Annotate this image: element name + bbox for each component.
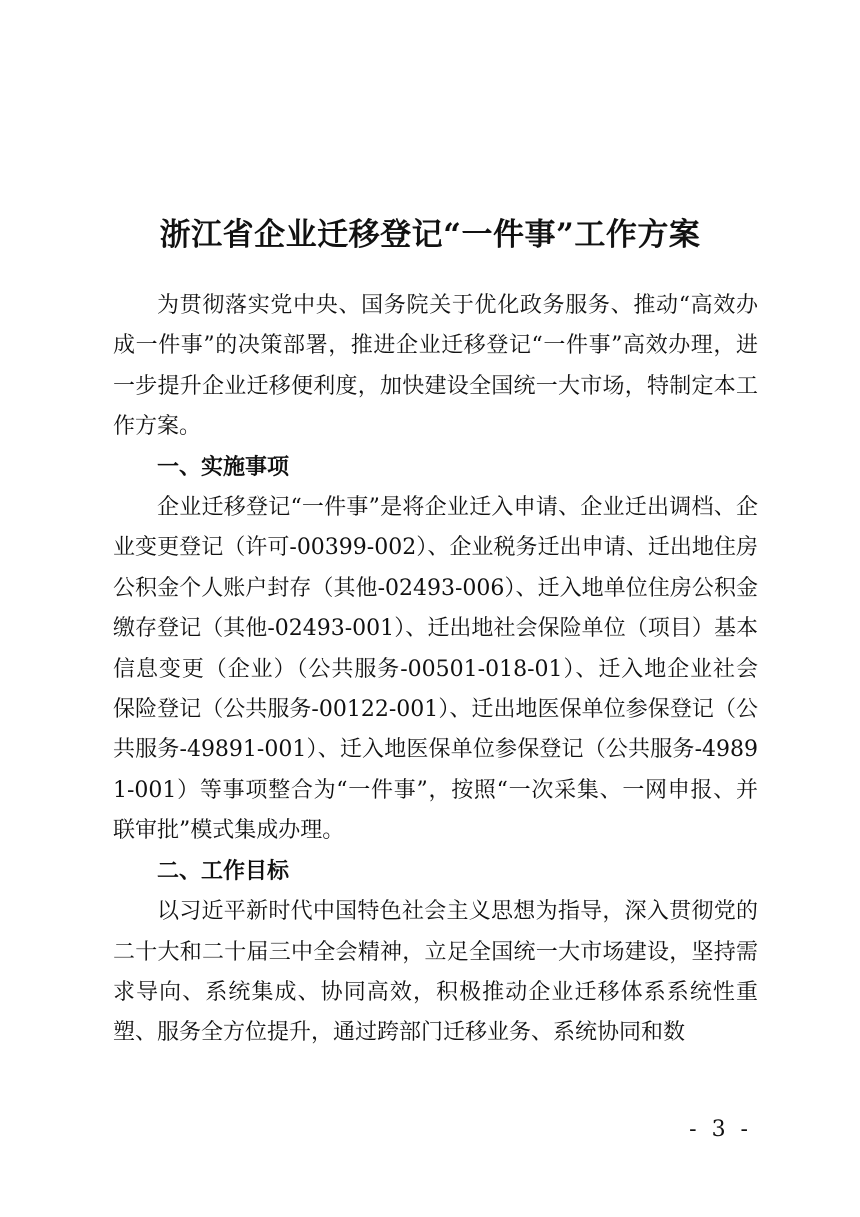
intro-paragraph: 为贯彻落实党中央、国务院关于优化政务服务、推动“高效办成一件事”的决策部署，推进企业迁移登记“一件事”高效办理，进一步提升企业迁移便利度，加快建设全国统一大市场，特制定本工作方案。 bbox=[113, 293, 758, 440]
implementation-paragraph: 企业迁移登记“一件事”是将企业迁入申请、企业迁出调档、企业变更登记（许可-00399-002）、企业税务迁出申请、迁出地住房公积金个人账户封存（其他-02493-006）、迁入地单位住房公积金缴存登记（其他-02493-001）、迁出地社会保险单位（项目）基本信息变更（企业）（公共服务-00501-018-01）、迁入地企业社会保险登记（公共服务-00122-001）、迁出地医保单位参保登记（公共服务-49891-001）、迁入地医保单位参保登记（公共服务-49891-001）等事项整合为“一件事”，按照“一次采集、一网申报、并联审批”模式集成办理。 bbox=[113, 495, 758, 844]
page-number: - 3 - bbox=[689, 1117, 752, 1142]
section-heading-implementation: 一、实施事项 bbox=[157, 454, 290, 480]
section-heading-goals: 二、工作目标 bbox=[157, 858, 290, 884]
document-title: 浙江省企业迁移登记“一件事”工作方案 bbox=[159, 216, 701, 253]
goals-paragraph: 以习近平新时代中国特色社会主义思想为指导，深入贯彻党的二十大和二十届三中全会精神，立足全国统一大市场建设，坚持需求导向、系统集成、协同高效，积极推动企业迁移体系系统性重塑、服务全方位提升，通过跨部门迁移业务、系统协同和数 bbox=[113, 899, 758, 1046]
document-body bbox=[113, 286, 758, 1054]
